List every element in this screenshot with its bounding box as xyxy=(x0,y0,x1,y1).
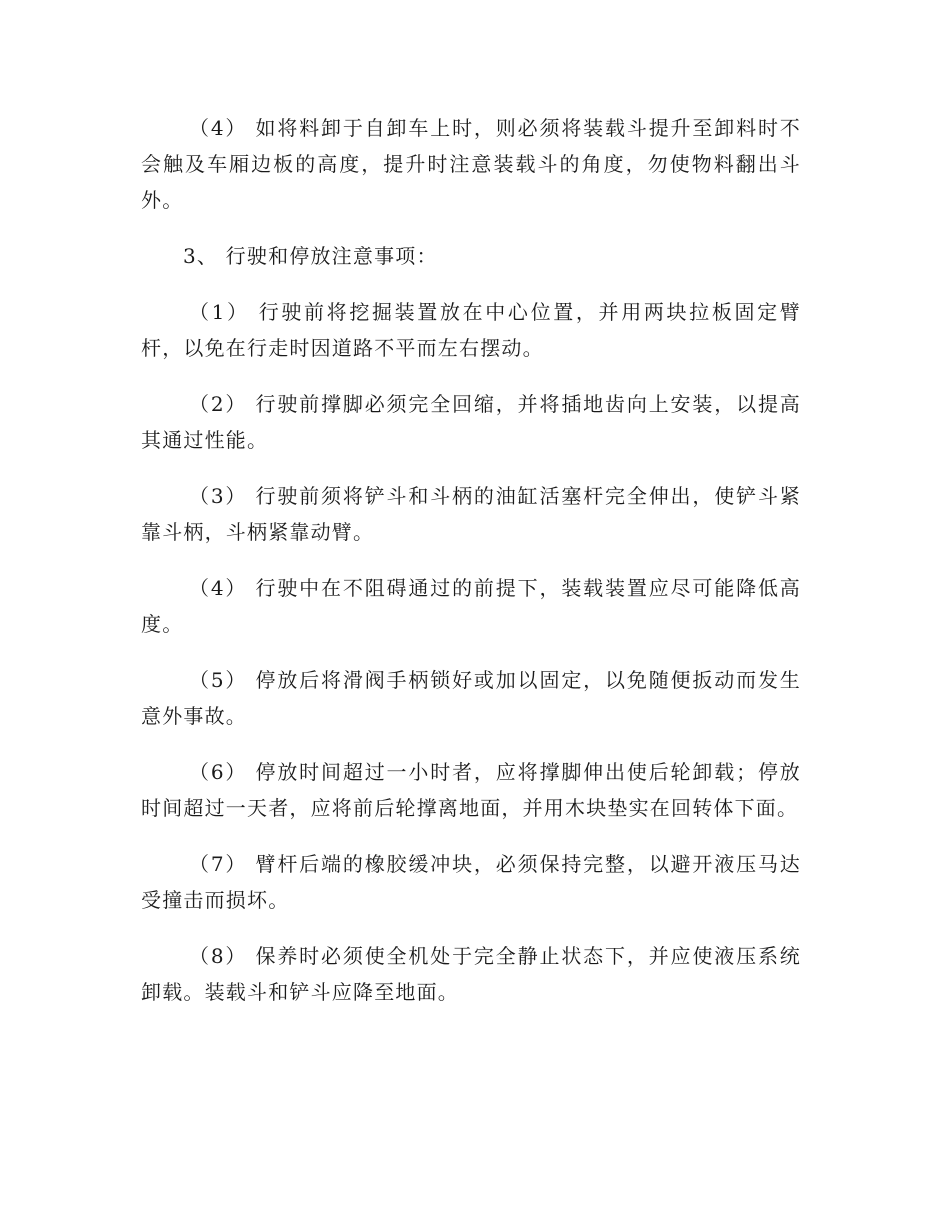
paragraph-item-5: （5） 停放后将滑阀手柄锁好或加以固定，以免随便扳动而发生意外事故。 xyxy=(141,668,801,728)
section-heading-driving-parking: 3、 行驶和停放注意事项： xyxy=(183,244,438,268)
paragraph-item-7: （7） 臂杆后端的橡胶缓冲块，必须保持完整，以避开液压马达受撞击而损坏。 xyxy=(141,852,801,912)
paragraph-item-8: （8） 保养时必须使全机处于完全静止状态下，并应使液压系统卸载。装载斗和铲斗应降至地面。 xyxy=(141,944,801,1004)
paragraph-item-2: （2） 行驶前撑脚必须完全回缩，并将插地齿向上安装，以提高其通过性能。 xyxy=(141,392,801,452)
paragraph-item-6: （6） 停放时间超过一小时者，应将撑脚伸出使后轮卸载；停放时间超过一天者，应将前后轮撑离地面，并用木块垫实在回转体下面。 xyxy=(141,760,801,820)
paragraph-item-4: （4） 行驶中在不阻碍通过的前提下，装载装置应尽可能降低高度。 xyxy=(141,576,801,636)
document-body xyxy=(141,110,801,1030)
paragraph-item-1: （1） 行驶前将挖掘装置放在中心位置，并用两块拉板固定臂杆，以免在行走时因道路不平而左右摆动。 xyxy=(141,300,801,360)
paragraph-item-4-unloading: （4） 如将料卸于自卸车上时，则必须将装载斗提升至卸料时不会触及车厢边板的高度，提升时注意装载斗的角度，勿使物料翻出斗外。 xyxy=(141,116,801,212)
paragraph-item-3: （3） 行驶前须将铲斗和斗柄的油缸活塞杆完全伸出，使铲斗紧靠斗柄，斗柄紧靠动臂。 xyxy=(141,484,801,544)
